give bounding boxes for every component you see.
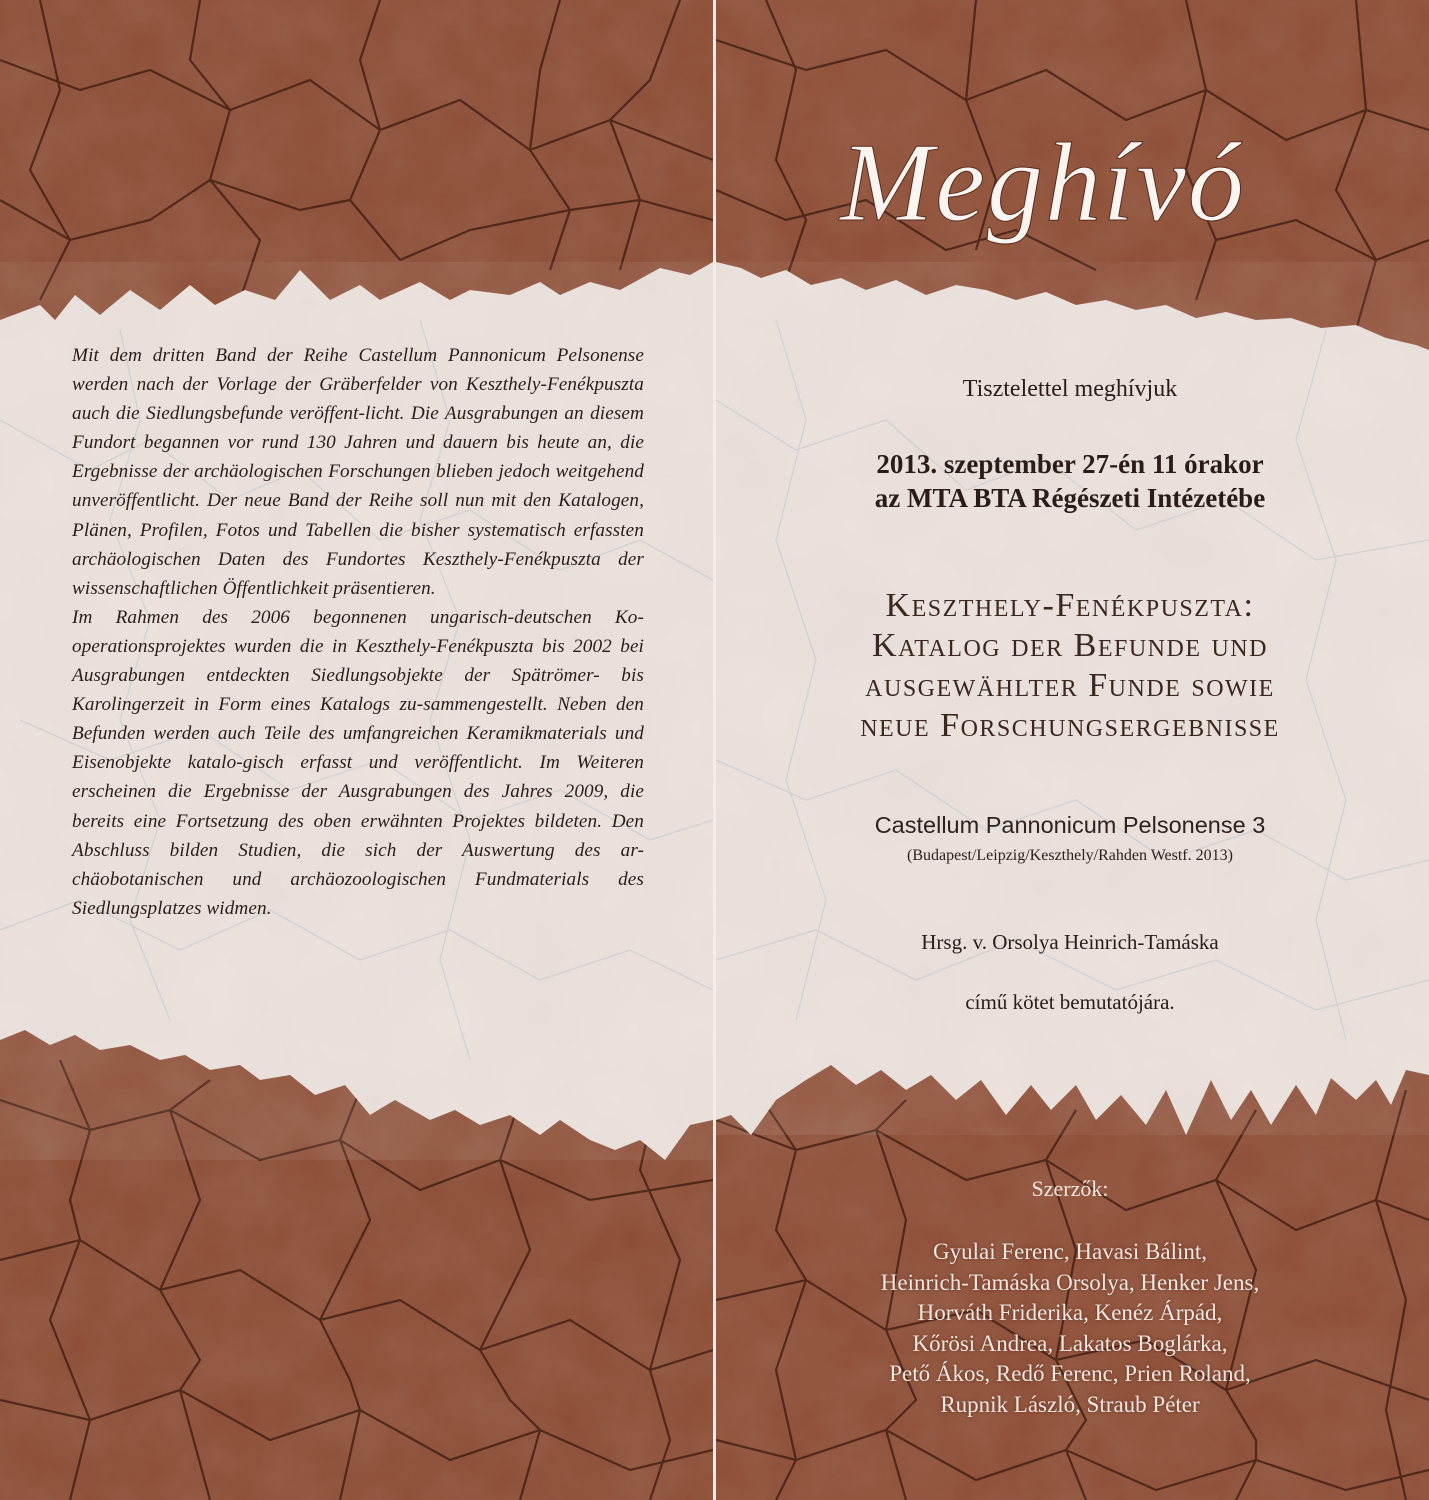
series-details: (Budapest/Leipzig/Keszthely/Rahden Westf. 2013): [907, 847, 1233, 864]
authors-label: Szerzők:: [1031, 1176, 1109, 1201]
book-title-line: ausgewählter Funde sowie: [865, 667, 1275, 704]
event-date-block: [760, 447, 1380, 515]
author-line: Rupnik László, Straub Péter: [940, 1391, 1200, 1417]
author-line: Gyulai Ferenc, Havasi Bálint,: [932, 1239, 1207, 1264]
book-title-line: neue Forschungsergebnisse: [860, 707, 1280, 744]
presentation-line: című kötet bemutatójára.: [965, 990, 1175, 1014]
description-paragraph-1: Mit dem dritten Band der Reihe Castellum Pannonicum Pelsonense werden nach der Vorlage der Gräberfelder von Keszthely-Fenékpuszta auch die Siedlungsbefunde veröffent-licht. Die Ausgrabungen an diesem Fundort begannen vor rund 130 Jahren und dauern bis heute an, die Ergebnisse der archäologischen Forschungen blieben jedoch weitgehend unveröffentlicht. Der neue Band der Reihe soll nun mit den Katalogen, Plänen, Profilen, Fotos und Tabellen die bisher systematisch erfassten archäologischen Daten des Fundortes Keszthely-Fenékpuszta der wissenschaftlichen Öffentlichkeit präsentieren.: [72, 345, 644, 599]
page-fold: [713, 0, 716, 1500]
intro-line: Tisztelettel meghívjuk: [962, 376, 1178, 402]
book-title-line: Katalog der Befunde und: [872, 627, 1268, 664]
author-line: Kőrösi Andrea, Lakatos Boglárka,: [912, 1330, 1228, 1356]
series-name: Castellum Pannonicum Pelsonense 3: [874, 812, 1266, 838]
title-meghivo: Meghívó: [840, 121, 1246, 245]
book-title: [760, 586, 1380, 746]
book-title-line: Keszthely-Fenékpuszta:: [885, 587, 1255, 624]
editor-line: Hrsg. v. Orsolya Heinrich-Tamáska: [921, 930, 1219, 954]
invitation-script-title: [830, 100, 1300, 300]
author-line: Pető Ákos, Redő Ferenc, Prien Roland,: [889, 1361, 1251, 1386]
event-date: 2013. szeptember 27-én 11 órakor: [876, 449, 1264, 479]
german-description: [72, 341, 644, 923]
authors-list: [760, 1237, 1380, 1420]
left-page: [0, 0, 713, 1500]
description-paragraph-2: Im Rahmen des 2006 begonnenen ungarisch-deutschen Ko-operationsprojektes wurden die in Keszthely-Fenékpuszta bis 2002 bei Ausgrabungen entdeckten Siedlungsobjekte der Spätrömer- bis Karolingerzeit in Form eines Katalogs zu-sammengestellt. Neben den Befunden werden auch Teile des umfangreichen Keramikmaterials und Eisenobjekte katalo-gisch erfasst und veröffentlicht. Im Weiteren erscheinen die Ergebnisse der Ausgrabungen des Jahres 2009, die bereits eine Fortsetzung des oben erwähnten Projektes bildeten. Den Abschluss bilden Studien, die sich der Auswertung des ar-chäobotanischen und archäozoologischen Fundmaterials des Siedlungsplatzes widmen.: [72, 606, 644, 919]
author-line: Horváth Friderika, Kenéz Árpád,: [917, 1300, 1223, 1325]
author-line: Heinrich-Tamáska Orsolya, Henker Jens,: [880, 1269, 1260, 1295]
event-venue: az MTA BTA Régészeti Intézetébe: [874, 483, 1266, 513]
